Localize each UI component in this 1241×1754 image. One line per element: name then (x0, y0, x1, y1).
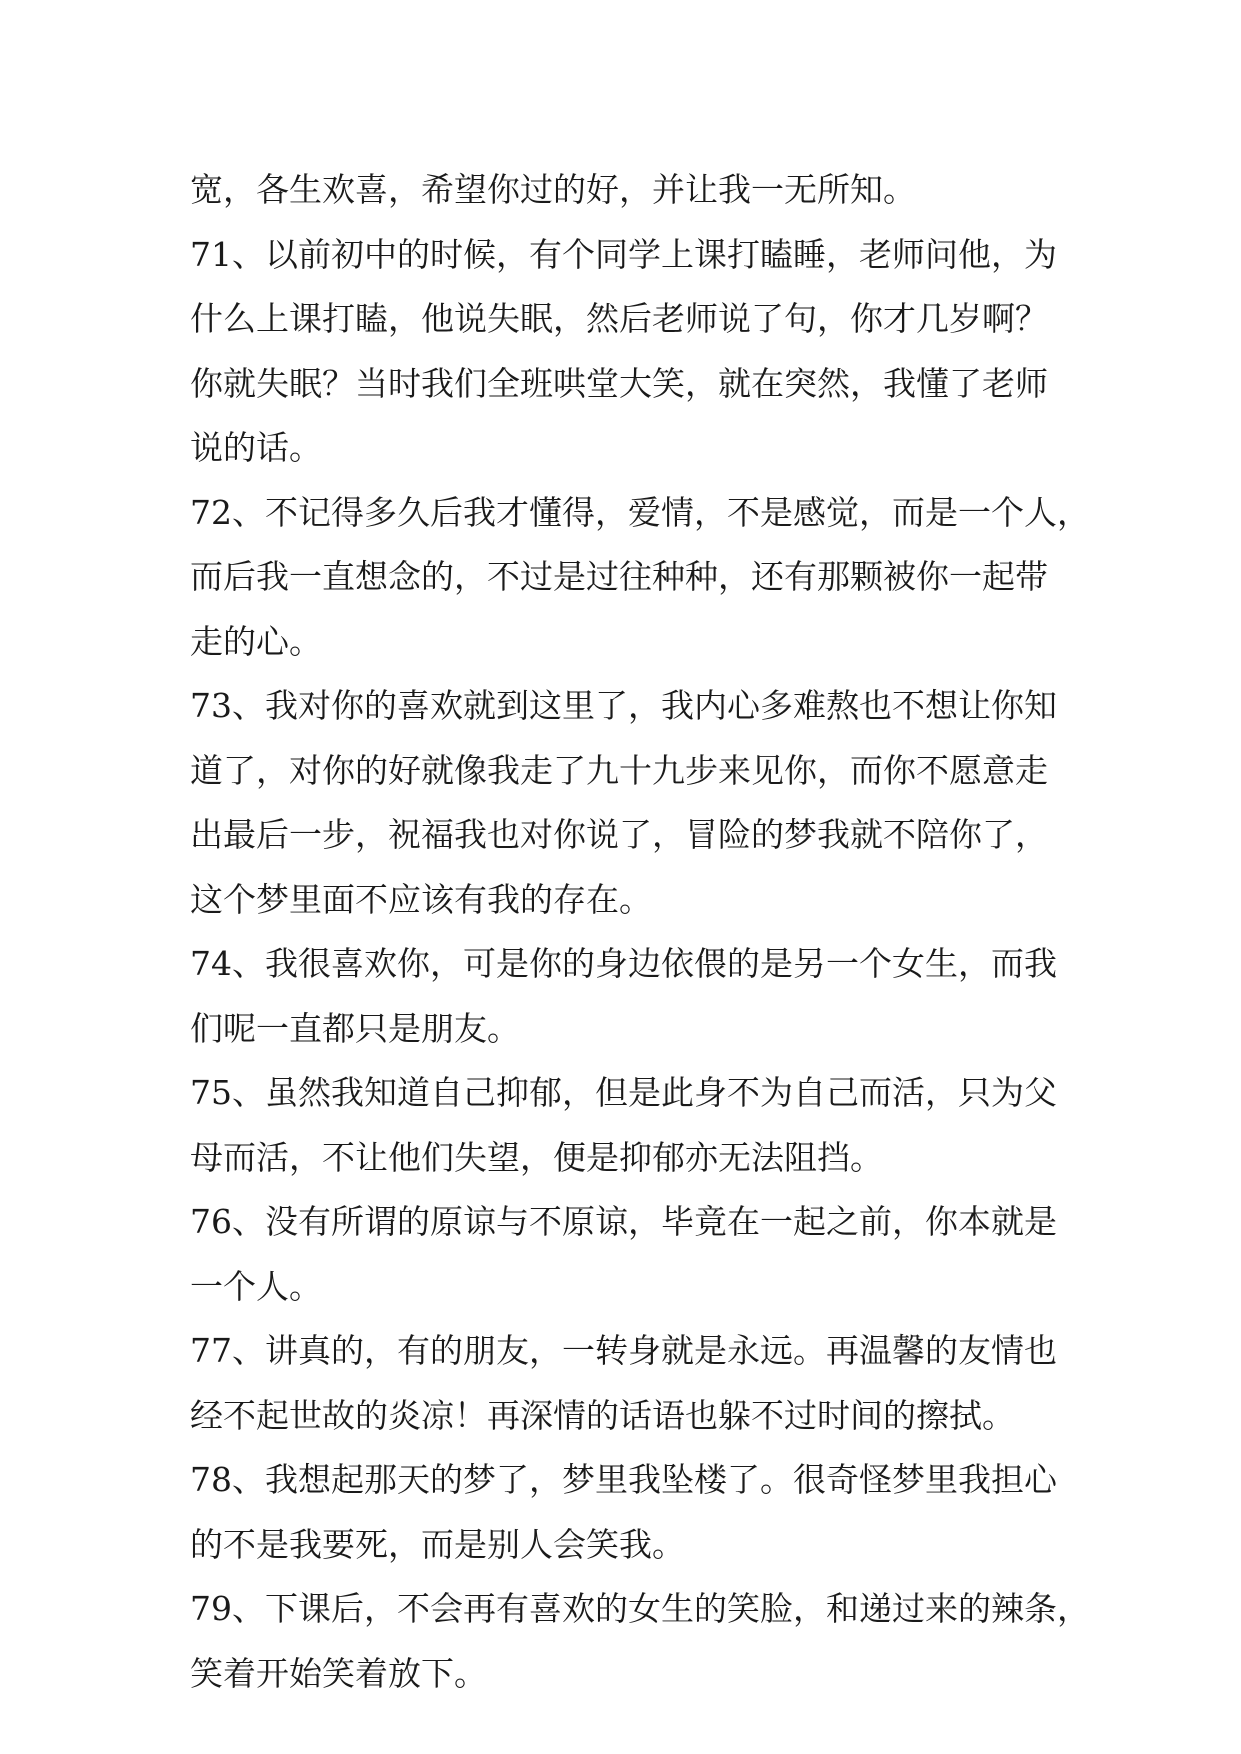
text-line: 76、没有所谓的原谅与不原谅，毕竟在一起之前，你本就是 (190, 1202, 1057, 1241)
text-line: 走的心。 (190, 621, 322, 661)
text-line: 79、下课后，不会再有喜欢的女生的笑脸，和递过来的辣条， (190, 1589, 1090, 1628)
text-line: 道了，对你的好就像我走了九十九步来见你，而你不愿意走 (190, 750, 1048, 790)
text-line: 这个梦里面不应该有我的存在。 (190, 879, 652, 919)
text-line: 72、不记得多久后我才懂得，爱情，不是感觉，而是一个人， (190, 492, 1090, 532)
text-line: 你就失眠？当时我们全班哄堂大笑，就在突然，我懂了老师 (190, 363, 1048, 403)
text-line: 什么上课打瞌，他说失眠，然后老师说了句，你才几岁啊？ (190, 299, 1048, 338)
text-line: 们呢一直都只是朋友。 (190, 1008, 520, 1048)
text-line: 71、以前初中的时候，有个同学上课打瞌睡，老师问他，为 (190, 234, 1057, 274)
text-line: 的不是我要死，而是别人会笑我。 (190, 1524, 685, 1564)
text-line: 74、我很喜欢你，可是你的身边依偎的是另一个女生，而我 (190, 944, 1057, 983)
text-line: 宽，各生欢喜，希望你过的好，并让我一无所知。 (190, 170, 916, 209)
text-line: 笑着开始笑着放下。 (190, 1653, 487, 1693)
text-line: 而后我一直想念的，不过是过往种种，还有那颗被你一起带 (190, 557, 1048, 596)
text-line: 78、我想起那天的梦了，梦里我坠楼了。很奇怪梦里我担心 (190, 1460, 1057, 1499)
text-line: 77、讲真的，有的朋友，一转身就是永远。再温馨的友情也 (190, 1331, 1057, 1370)
text-line: 出最后一步，祝福我也对你说了，冒险的梦我就不陪你了， (190, 815, 1048, 854)
document-body (190, 158, 1090, 1706)
text-line: 经不起世故的炎凉！再深情的话语也躲不过时间的擦拭。 (190, 1395, 1015, 1435)
text-line: 母而活，不让他们失望，便是抑郁亦无法阻挡。 (190, 1137, 883, 1177)
text-line: 一个人。 (190, 1266, 322, 1306)
text-line: 75、虽然我知道自己抑郁，但是此身不为自己而活，只为父 (190, 1073, 1057, 1112)
text-line: 说的话。 (190, 428, 322, 467)
text-line: 73、我对你的喜欢就到这里了，我内心多难熬也不想让你知 (190, 686, 1057, 725)
